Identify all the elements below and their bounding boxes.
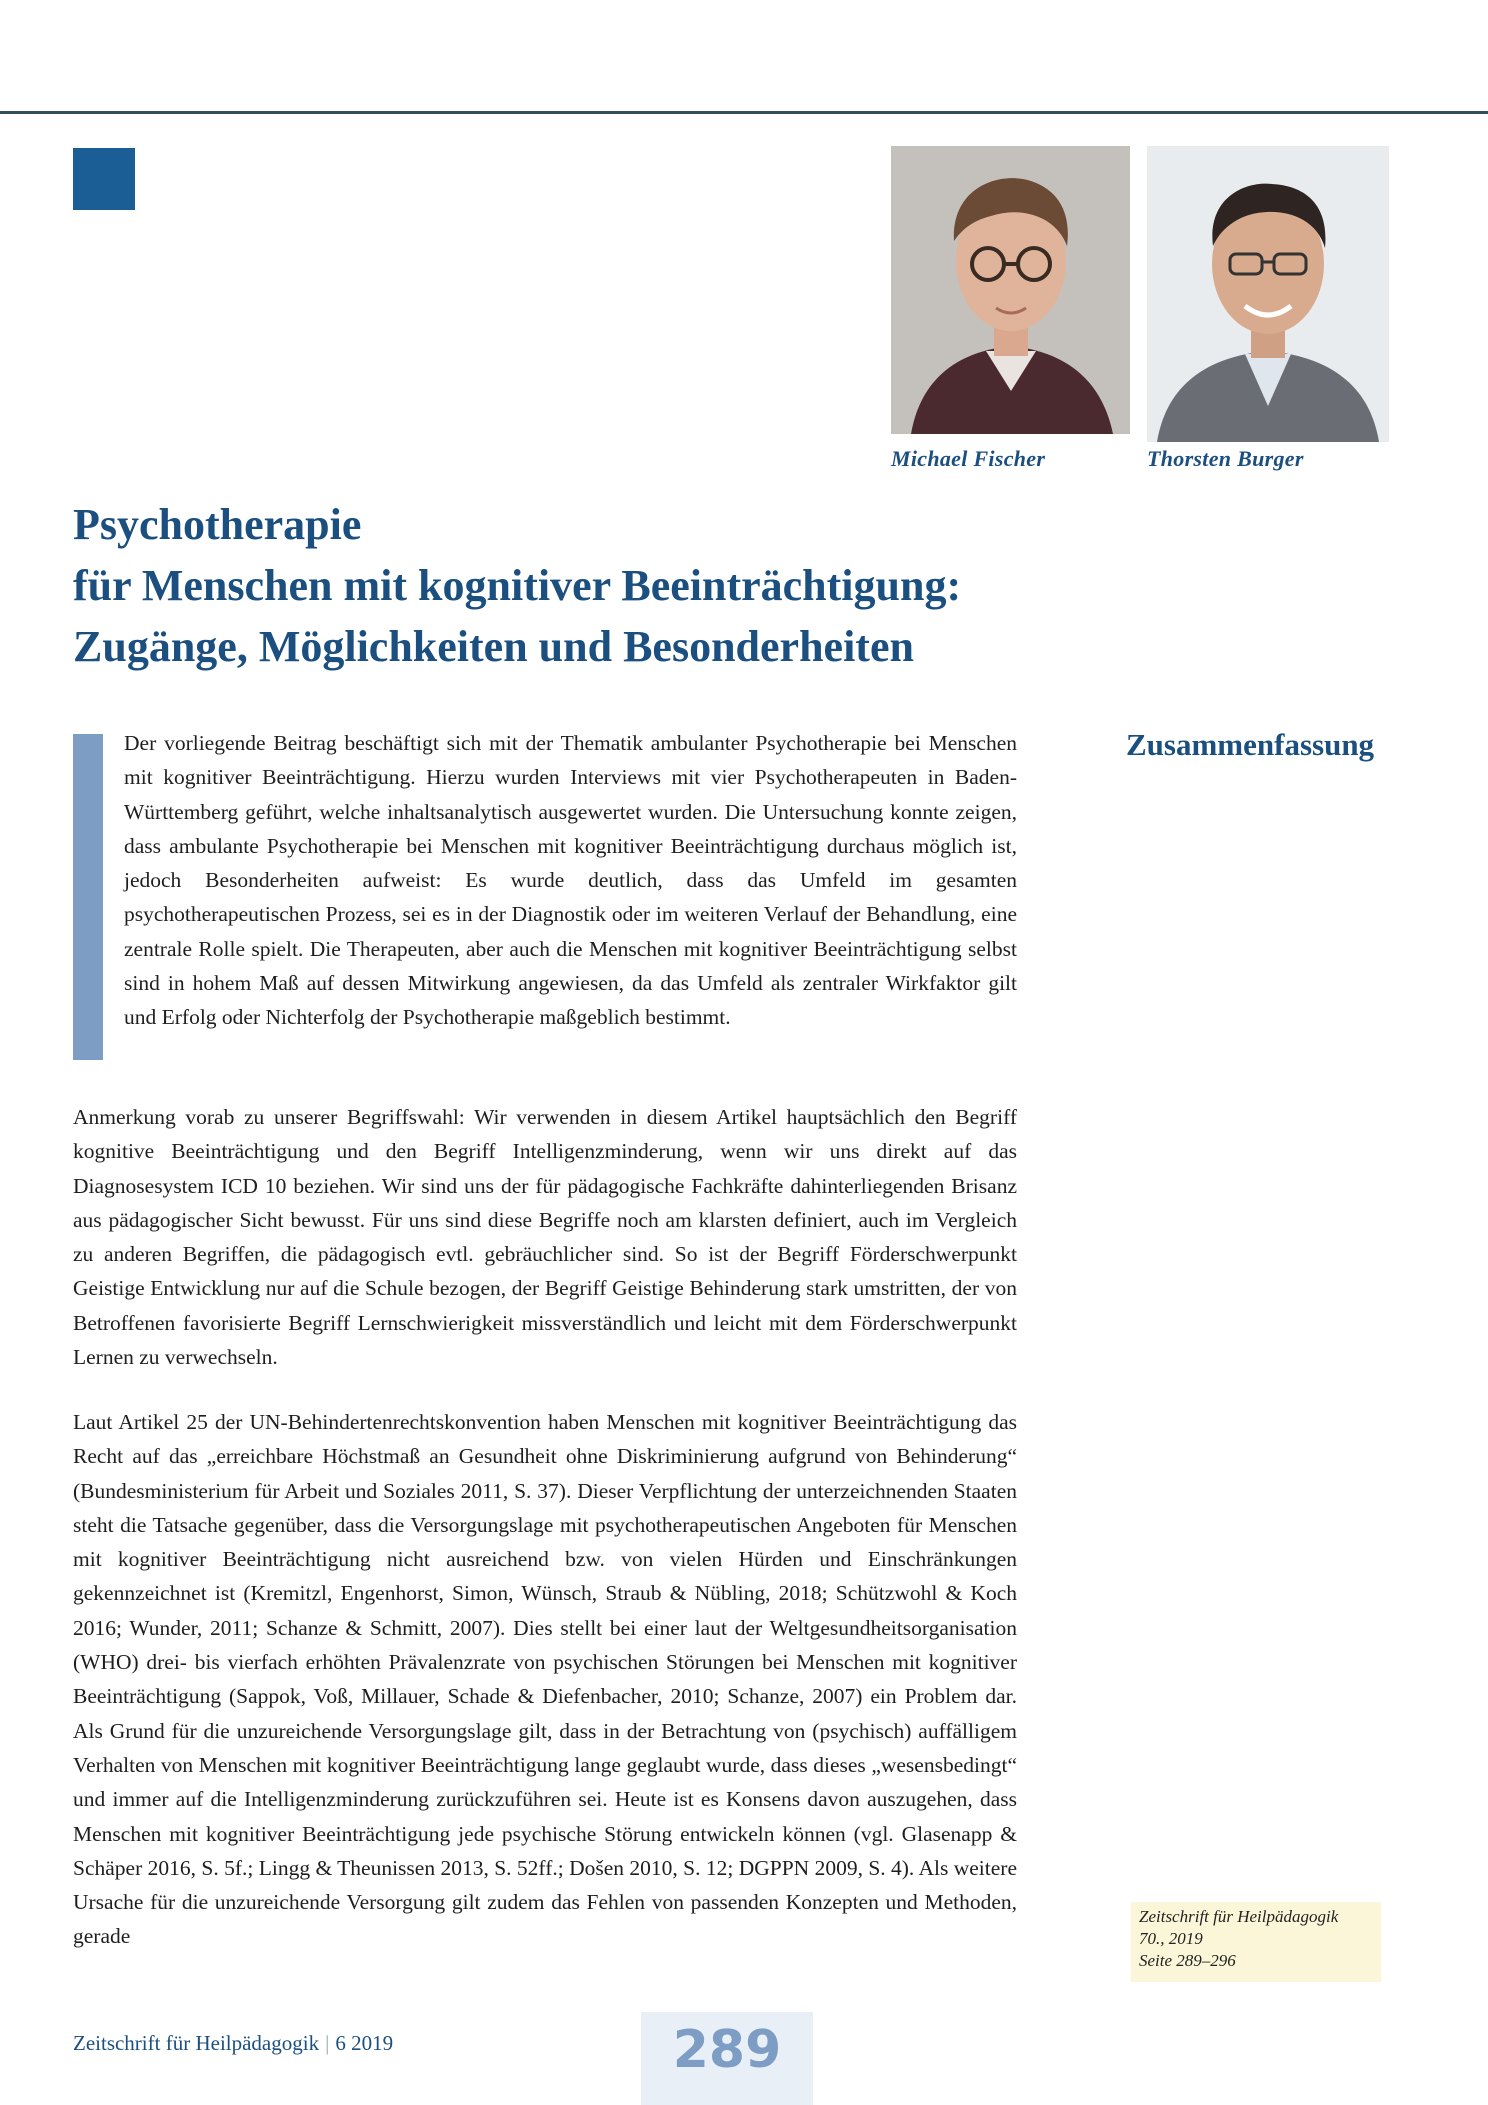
footer-journal bbox=[73, 2031, 393, 2056]
footer-issue: 6 2019 bbox=[335, 2031, 394, 2055]
author-caption: Michael Fischer bbox=[891, 446, 1046, 471]
title-line: Psychotherapie bbox=[73, 500, 362, 549]
footer-journal-name: Zeitschrift für Heilpädagogik bbox=[73, 2031, 320, 2055]
author-caption: Thorsten Burger bbox=[1147, 446, 1304, 471]
journal-info-name: Zeitschrift für Heilpädagogik bbox=[1139, 1907, 1339, 1926]
body-paragraph: Laut Artikel 25 der UN-Behindertenrechtskonvention haben Menschen mit kognitiver Beeinträchtigung das Recht auf das „erreichbare Höchstmaß an Gesundheit ohne Diskriminierung aufgrund von Behinderung“ (Bundesministerium für Arbeit und Soziales 2011, S. 37). Dieser Verpflichtung der unterzeichnenden Staaten steht die Tatsache gegenüber, dass die Versorgungslage mit psychotherapeutischen Angeboten für Menschen mit kognitiver Beeinträchtigung nicht ausreichend bzw. von vielen Hürden und Einschränkungen gekennzeichnet ist (Kremitzl, Engenhorst, Simon, Wünsch, Straub & Nübling, 2018; Schützwohl & Koch 2016; Wunder, 2011; Schanze & Schmitt, 2007). Dies stellt bei einer laut der Weltgesundheitsorganisation (WHO) drei- bis vierfach erhöhten Prävalenzrate von psychischen Störungen bei Menschen mit kognitiver Beeinträchtigung (Sappok, Voß, Millauer, Schade & Diefenbacher, 2010; Schanze, 2007) ein Problem dar. Als Grund für die unzureichende Versorgungslage gilt, dass in der Betrachtung von (psychisch) auffälligem Verhalten von Menschen mit kognitiver Beeinträchtigung lange geglaubt wurde, dass dieses „wesensbedingt“ und immer auf die Intelligenzminderung zurückzuführen sei. Heute ist es Konsens davon auszugehen, dass Menschen mit kognitiver Beeinträchtigung jede psychische Störung entwickeln können (vgl. Glasenapp & Schäper 2016, S. 5f.; Lingg & Theunissen 2013, S. 52ff.; Došen 2010, S. 12; DGPPN 2009, S. 4). Als weitere Ursache für die unzureichende Versorgung gilt zudem das Fehlen von passenden Konzepten und Methoden, gerade bbox=[73, 1410, 1017, 1949]
journal-info-box bbox=[1131, 1902, 1381, 1982]
abstract-bar bbox=[73, 734, 103, 1060]
page-number-box bbox=[641, 2012, 813, 2105]
author-photo-thorsten-burger bbox=[1147, 146, 1389, 442]
footer-separator: | bbox=[325, 2031, 330, 2055]
body-paragraph: Anmerkung vorab zu unserer Begriffswahl: Wir verwenden in diesem Artikel hauptsächlich den Begriff kognitive Beeinträchtigung und den Begriff Intelligenzminderung, wenn wir uns direkt auf das Diagnosesystem ICD 10 beziehen. Wir sind uns der für pädagogische Fachkräfte dahinterliegenden Brisanz aus pädagogischer Sicht bewusst. Für uns sind diese Begriffe noch am klarsten definiert, auch im Vergleich zu anderen Begriffen, die pädagogisch evtl. gebräuchlicher sind. So ist der Begriff Förderschwerpunkt Geistige Entwicklung nur auf die Schule bezogen, der Begriff Geistige Behinderung stark umstritten, der von Betroffenen favorisierte Begriff Lernschwierigkeit missverständlich und leicht mit dem Förderschwerpunkt Lernen zu verwechseln. bbox=[73, 1105, 1017, 1370]
page-number: 289 bbox=[672, 2019, 782, 2080]
author-photo-michael-fischer bbox=[891, 146, 1130, 434]
title-line: Zugänge, Möglichkeiten und Besonderheiten bbox=[73, 622, 914, 671]
top-rule bbox=[0, 111, 1488, 114]
journal-info-pages: Seite 289–296 bbox=[1139, 1951, 1236, 1970]
abstract-heading: Zusammenfassung bbox=[1126, 727, 1375, 762]
journal-info-volume: 70., 2019 bbox=[1139, 1929, 1203, 1948]
abstract-text: Der vorliegende Beitrag beschäftigt sich mit der Thematik ambulanter Psychotherapie bei Menschen mit kognitiver Beeinträchtigung. Hierzu wurden Interviews mit vier Psychotherapeuten in Baden-Württemberg geführt, welche inhaltsanalytisch ausgewertet wurden. Die Untersuchung konnte zeigen, dass ambulante Psychotherapie bei Menschen mit kognitiver Beeinträchtigung durchaus möglich ist, jedoch Besonderheiten aufweist: Es wurde deutlich, dass das Umfeld im gesamten psychotherapeutischen Prozess, sei es in der Diagnostik oder im weiteren Verlauf der Behandlung, eine zentrale Rolle spielt. Die Therapeuten, aber auch die Menschen mit kognitiver Beeinträchtigung selbst sind in hohem Maß auf dessen Mitwirkung angewiesen, da das Umfeld als zentraler Wirkfaktor gilt und Erfolg oder Nichterfolg der Psychotherapie maßgeblich bestimmt. bbox=[124, 731, 1017, 1030]
title-line: für Menschen mit kognitiver Beeinträchtigung: bbox=[73, 561, 962, 610]
article-title bbox=[73, 494, 961, 677]
accent-square bbox=[73, 148, 135, 210]
